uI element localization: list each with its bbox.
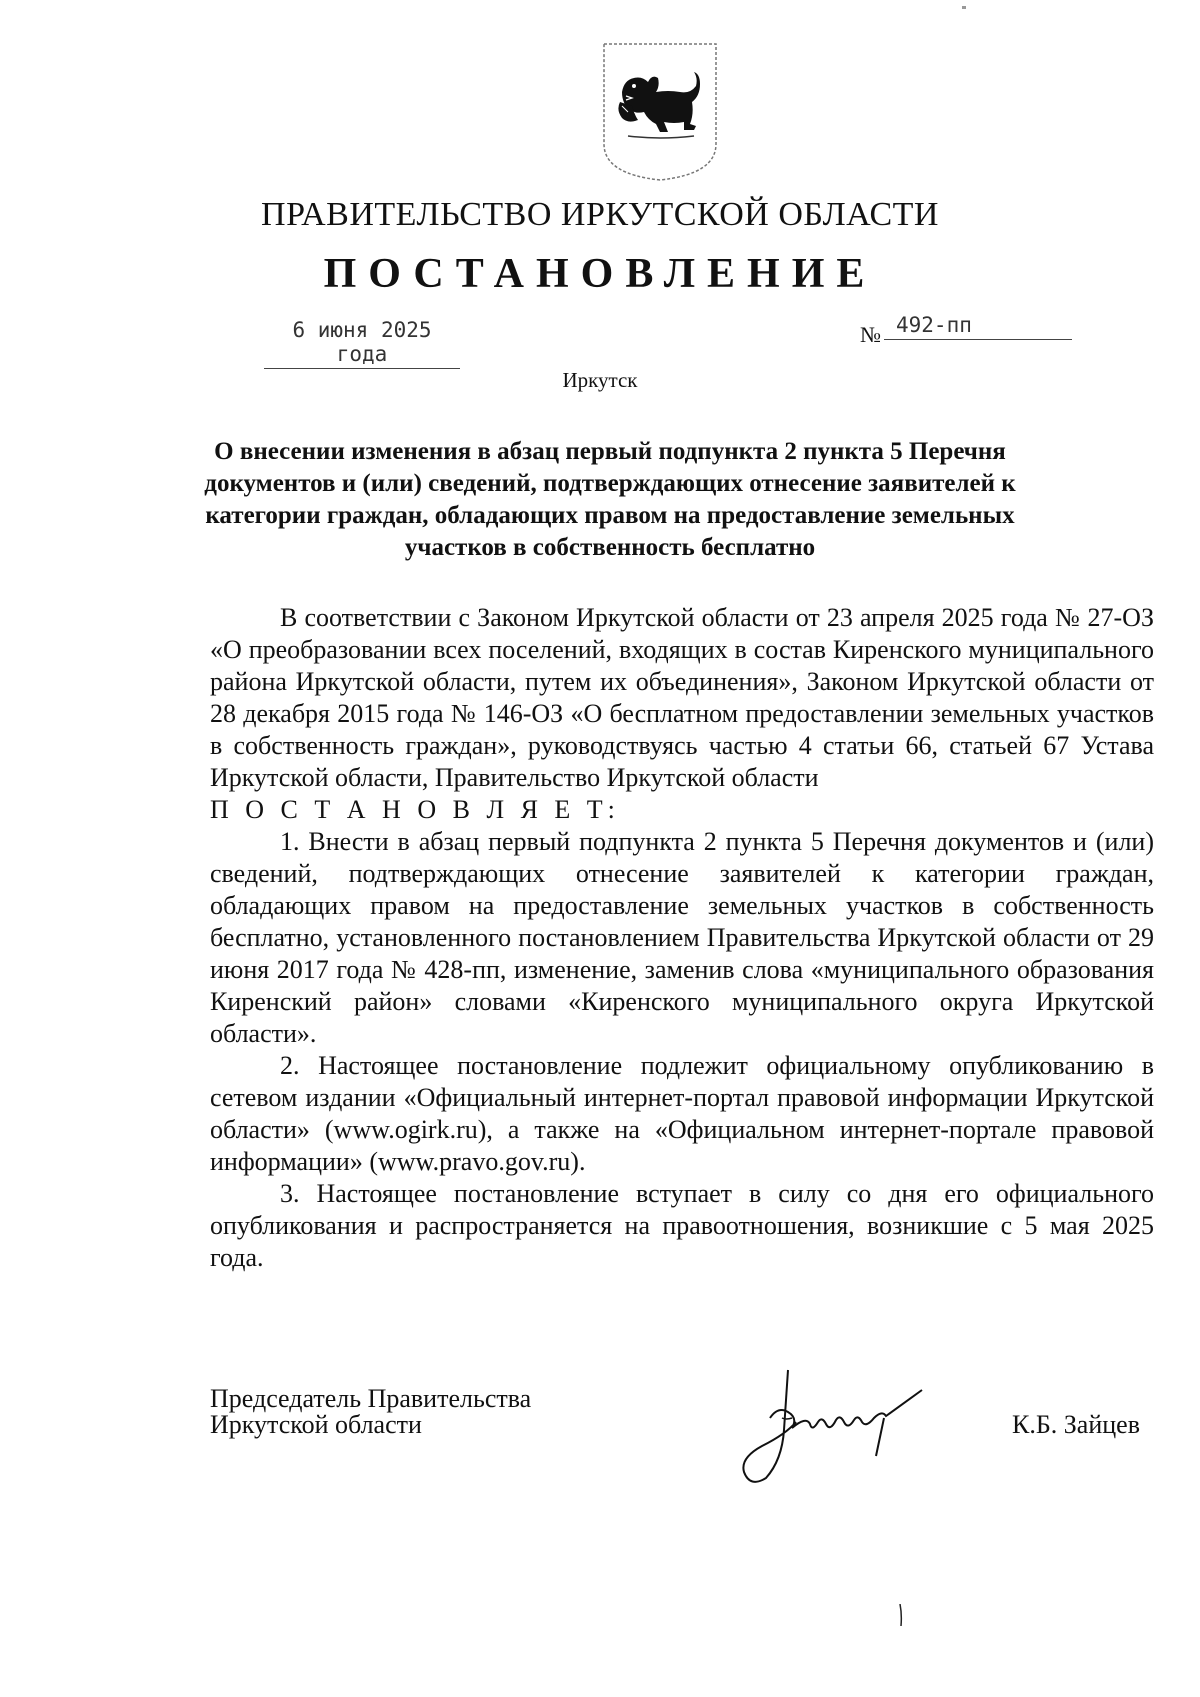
document-subject: О внесении изменения в абзац первый подпункта 2 пункта 5 Перечня документов и (или) сведений, подтверждающих отнесение заявителей к категории граждан, обладающих правом на предоставление земельных участков в собственность бесплатно	[204, 438, 1016, 561]
signatory-position-line-2: Иркутской области	[210, 1410, 422, 1439]
city: Иркутск	[562, 368, 638, 392]
coat-of-arms-icon	[598, 40, 722, 182]
clause-3: 3. Настоящее постановление вступает в силу со дня его официального опубликования и распространяется на правоотношения, возникшие с 5 мая 2025 года.	[210, 1179, 1154, 1272]
signatory-position	[210, 1386, 531, 1438]
signatory-name: К.Б. Зайцев	[1012, 1410, 1140, 1439]
clause-2: 2. Настоящее постановление подлежит официальному опубликованию в сетевом издании «Официальный интернет-портал правовой информации Иркутской области» (www.ogirk.ru), а также на «Официальном интернет-портале правовой информации» (www.pravo.gov.ru).	[210, 1051, 1154, 1176]
handwritten-signature-icon	[726, 1360, 946, 1490]
preamble-paragraph: В соответствии с Законом Иркутской области от 23 апреля 2025 года № 27-ОЗ «О преобразовании всех поселений, входящих в состав Киренского муниципального района Иркутской области, путем их объединения», Законом Иркутской области от 28 декабря 2015 года № 146-ОЗ «О бесплатном предоставлении земельных участков в собственность граждан», руководствуясь частью 4 статьи 66, статьей 67 Устава Иркутской области, Правительство Иркутской области	[210, 603, 1154, 792]
clause-1: 1. Внести в абзац первый подпункта 2 пункта 5 Перечня документов и (или) сведений, подтверждающих отнесение заявителей к категории граждан, обладающих правом на предоставление земельных участков в собственность бесплатно, установленного постановлением Правительства Иркутской области от 29 июня 2017 года № 428-пп, изменение, заменив слова «муниципального образования Киренский район» словами «Киренского муниципального округа Иркутской области».	[210, 827, 1154, 1048]
scan-speck	[962, 6, 966, 9]
scan-mark	[898, 1604, 904, 1626]
number-sign: №	[860, 322, 881, 347]
document-type: ПОСТАНОВЛЕНИЕ	[323, 251, 877, 297]
signatory-position-line-1: Председатель Правительства	[210, 1384, 532, 1413]
document-number: 492-пп	[884, 313, 1072, 340]
government-title: ПРАВИТЕЛЬСТВО ИРКУТСКОЙ ОБЛАСТИ	[261, 196, 939, 233]
document-body	[210, 602, 1154, 1274]
document-date: 6 июня 2025 года	[264, 318, 460, 369]
decree-word: П О С Т А Н О В Л Я Е Т:	[210, 795, 620, 824]
